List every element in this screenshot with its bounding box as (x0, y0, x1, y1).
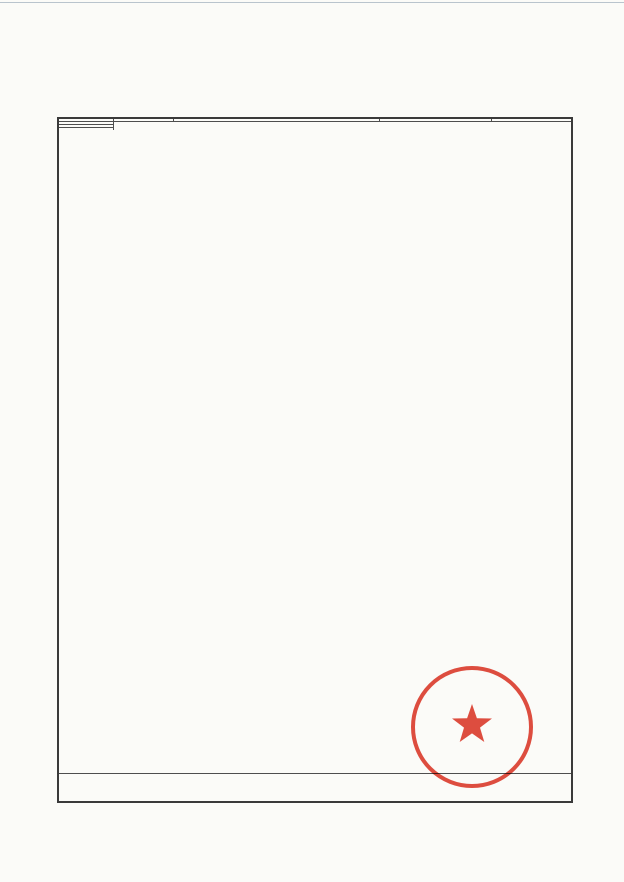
header-name (114, 119, 174, 122)
group-cell-members (59, 128, 114, 130)
official-seal (404, 659, 540, 795)
header-signature (492, 119, 571, 122)
personnel-table (59, 119, 571, 130)
header-work-unit (174, 119, 380, 122)
header-title-position (380, 119, 492, 122)
seal-star-icon (452, 704, 492, 742)
